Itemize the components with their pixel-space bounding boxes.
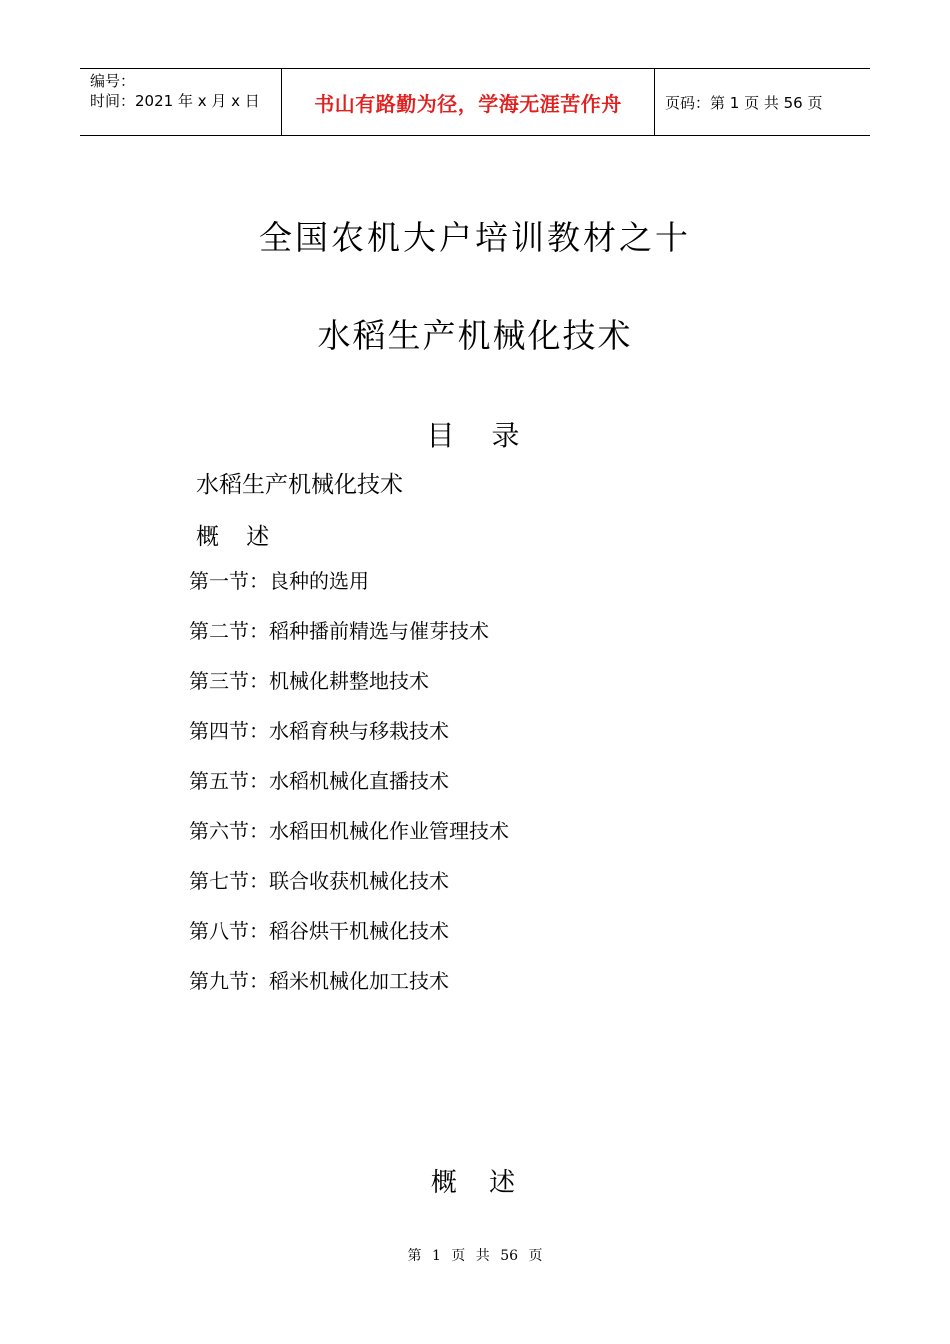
toc-item[interactable]: 第五节：水稻机械化直播技术: [189, 769, 449, 793]
header-time-label: 时间：2021 年 x 月 x 日: [90, 92, 260, 110]
page-footer: 第 1 页 共 56 页: [407, 1248, 543, 1264]
toc-item[interactable]: 第一节：良种的选用: [189, 569, 369, 593]
toc-item[interactable]: 第三节：机械化耕整地技术: [189, 669, 429, 693]
toc-heading: 目 录: [426, 419, 534, 452]
toc-item[interactable]: 第四节：水稻育秧与移栽技术: [189, 719, 449, 743]
toc-item[interactable]: 第六节：水稻田机械化作业管理技术: [189, 819, 509, 843]
header-motto-cell: [282, 69, 655, 135]
toc-list: [189, 566, 509, 1016]
page-header: [80, 68, 870, 136]
header-page-info: 页码：第 1 页 共 56 页: [665, 93, 823, 112]
header-motto: 书山有路勤为径，学海无涯苦作舟: [314, 91, 622, 116]
section-heading: 概 述: [430, 1168, 528, 1198]
toc-main-entry[interactable]: 水稻生产机械化技术: [196, 472, 403, 498]
toc-item[interactable]: 第二节：稻种播前精选与催芽技术: [189, 619, 489, 643]
toc-item[interactable]: 第八节：稻谷烘干机械化技术: [189, 919, 449, 943]
header-number-label: 编号：: [90, 72, 136, 90]
toc-overview-entry[interactable]: 概 述: [196, 524, 280, 550]
toc-item[interactable]: 第九节：稻米机械化加工技术: [189, 969, 449, 993]
header-page-cell: [655, 69, 870, 135]
header-meta: [80, 69, 282, 135]
toc-item[interactable]: 第七节：联合收获机械化技术: [189, 869, 449, 893]
document-subtitle: 水稻生产机械化技术: [317, 316, 633, 355]
document-title: 全国农机大户培训教材之十: [259, 218, 691, 257]
